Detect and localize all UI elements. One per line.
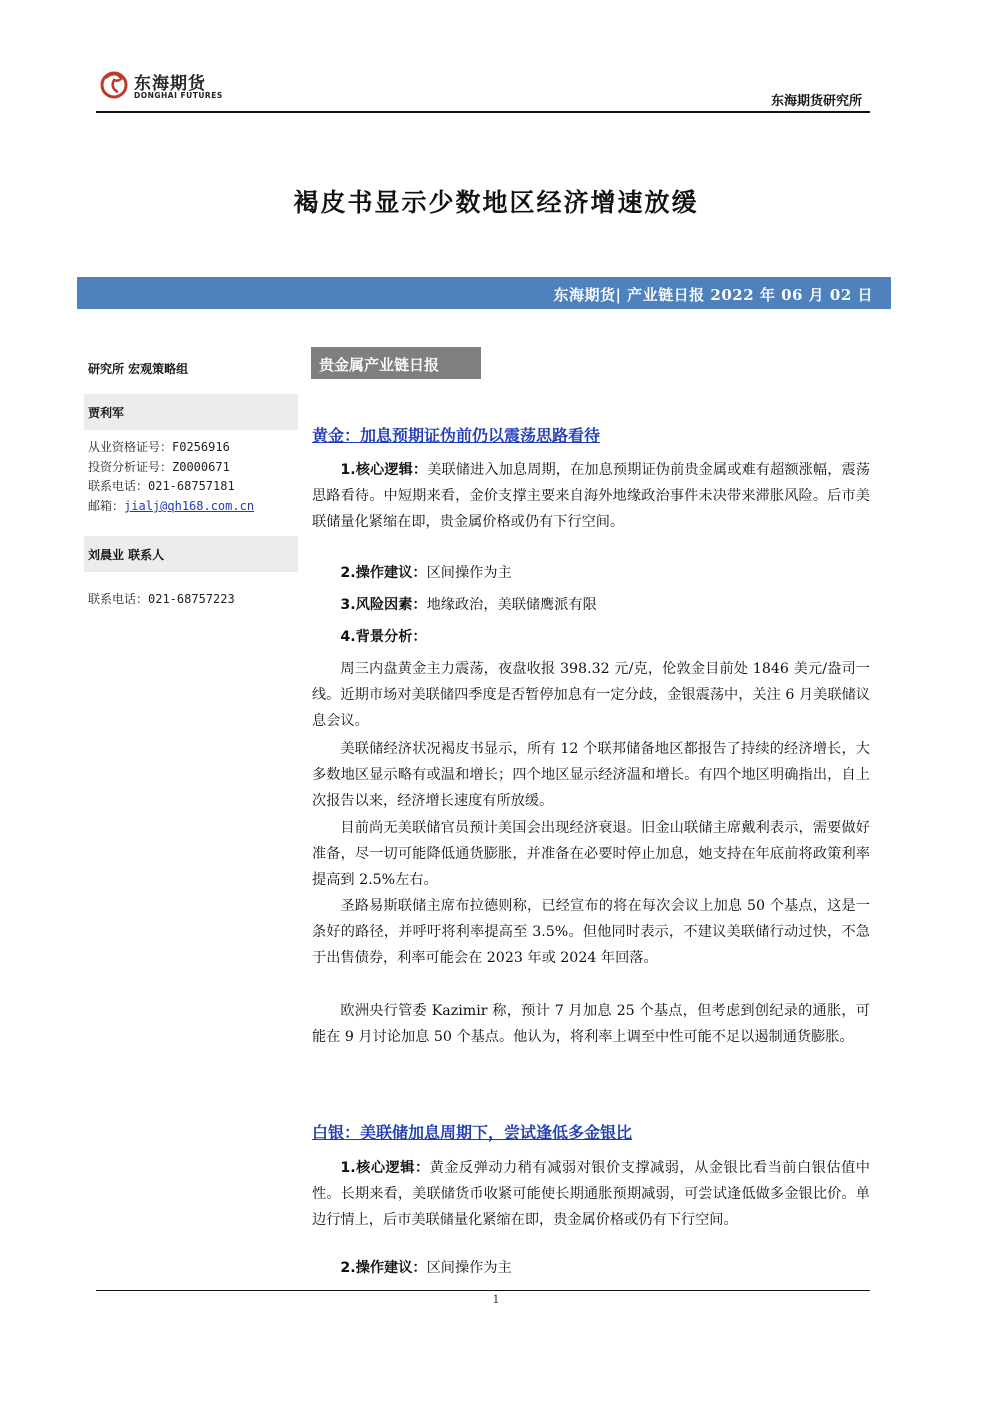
gold-advice-label: 2.操作建议： <box>340 565 427 581</box>
gold-risk-label: 3.风险因素： <box>340 597 427 613</box>
banner-text: 东海期货| 产业链日报 2022 年 06 月 02 日 <box>553 286 873 304</box>
gold-background-1: 周三内盘黄金主力震荡，夜盘收报 398.32 元/克，伦敦金目前处 1846 美元/盎司一线。近期市场对美联储四季度是否暂停加息有一定分歧，金银震荡中，关注 6 月美联储议息会议。 <box>312 661 870 729</box>
email-link[interactable]: jialj@qh168.com.cn <box>124 499 255 513</box>
company-logo <box>98 66 228 106</box>
analyst-block <box>84 394 298 430</box>
gold-background-4: 圣路易斯联储主席布拉德则称，已经宣布的将在每次会议上加息 50 个基点，这是一条好的路径，并呼吁将利率提高至 3.5%。但他同时表示，不建议美联储行动过快，不急于出售债券，利率可能会在 2023 年或 2024 年回落。 <box>312 898 870 966</box>
footer-divider <box>96 1290 870 1291</box>
analyst-name: 贾利军 <box>88 406 125 420</box>
email-label: 邮箱： <box>88 499 125 513</box>
silver-logic-label: 1.核心逻辑： <box>340 1160 430 1176</box>
contact-name: 刘晨业 联系人 <box>88 548 165 562</box>
contact-block <box>84 536 298 572</box>
gold-background-3: 目前尚无美联储官员预计美国会出现经济衰退。旧金山联储主席戴利表示，需要做好准备，尽一切可能降低通货膨胀，并准备在必要时停止加息，她支持在年底前将政策利率提高到 2.5%左右。 <box>312 820 870 888</box>
gold-heading[interactable]: 黄金：加息预期证伪前仍以震荡思路看待 <box>312 426 601 445</box>
gold-logic-label: 1.核心逻辑： <box>340 462 428 478</box>
silver-advice <box>312 1255 870 1281</box>
gold-bg-label: 4.背景分析： <box>340 629 427 645</box>
section-tag-label: 贵金属产业链日报 <box>319 356 440 374</box>
gold-risk-text: 地缘政治，美联储鹰派有限 <box>426 597 597 613</box>
gold-logic-text: 美联储进入加息周期，在加息预期证伪前贵金属或难有超额涨幅，震荡思路看待。中短期来看，金价支撑主要来自海外地缘政治事件未决带来滞胀风险。后市美联储量化紧缩在即，贵金属价格或仍有下行空间。 <box>312 462 870 530</box>
logo-text-cn: 东海期货 <box>134 74 206 94</box>
gold-risk <box>312 592 870 618</box>
institute-name: 东海期货研究所 <box>770 94 862 109</box>
logo-text-en: DONGHAI FUTURES <box>134 91 223 100</box>
gold-background-label <box>312 624 870 650</box>
page-number: 1 <box>492 1293 500 1306</box>
analyst-email-row <box>88 497 254 514</box>
silver-advice-text: 区间操作为主 <box>426 1260 512 1276</box>
document-title: 褐皮书显示少数地区经济增速放缓 <box>293 188 699 217</box>
department: 研究所 宏观策略组 <box>88 362 189 376</box>
header-divider <box>96 111 870 113</box>
silver-core-logic <box>312 1155 870 1233</box>
silver-logic-text: 黄金反弹动力稍有减弱对银价支撑减弱，从金银比看当前白银估值中性。长期来看，美联储货币收紧可能使长期通胀预期减弱，可尝试逢低做多金银比价。单边行情上，后市美联储量化紧缩在即，贵金属价格或仍有下行空间。 <box>312 1160 870 1228</box>
analyst-phone: 联系电话：021-68757181 <box>88 479 235 493</box>
qualification-cert: 从业资格证号：F0256916 <box>88 440 230 454</box>
dragon-logo-icon <box>98 68 130 102</box>
gold-background-5: 欧洲央行管委 Kazimir 称，预计 7 月加息 25 个基点，但考虑到创纪录的通胀，可能在 9 月讨论加息 50 个基点。他认为，将利率上调至中性可能不足以遏制通货膨胀。 <box>312 1003 870 1045</box>
gold-advice <box>312 560 870 586</box>
investment-cert: 投资分析证号：Z0000671 <box>88 460 230 474</box>
silver-advice-label: 2.操作建议： <box>340 1260 427 1276</box>
gold-advice-text: 区间操作为主 <box>426 565 512 581</box>
gold-core-logic <box>312 457 870 535</box>
report-banner <box>77 277 891 309</box>
silver-heading[interactable]: 白银：美联储加息周期下，尝试逢低多金银比 <box>312 1123 633 1142</box>
contact-phone: 联系电话：021-68757223 <box>88 592 235 606</box>
section-tag <box>311 347 481 379</box>
gold-background-2: 美联储经济状况褐皮书显示，所有 12 个联邦储备地区都报告了持续的经济增长，大多数地区显示略有或温和增长；四个地区显示经济温和增长。有四个地区明确指出，自上次报告以来，经济增长速度有所放缓。 <box>312 741 870 809</box>
